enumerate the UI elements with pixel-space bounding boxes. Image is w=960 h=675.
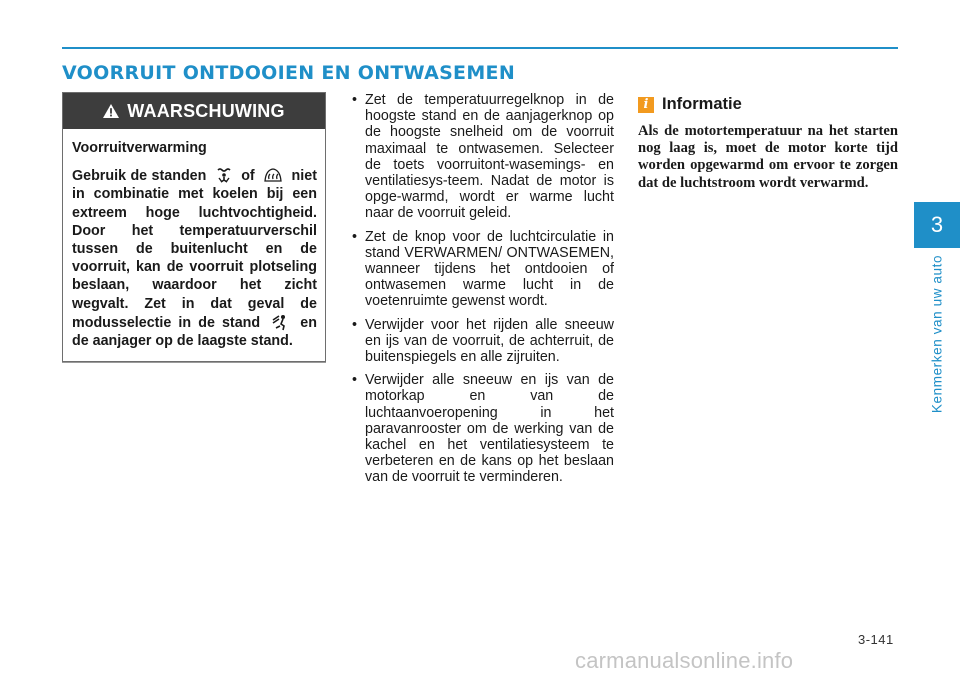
list-item-text: Zet de temperatuurregelknop in de hoogste stand en de aanjagerknop op de hoogste snelheid om de voorruit maximaal te ontwasemen. Selecteer de toets voorruitont-wasemings- en ventilatiesys-teem. Nadat de motor is opge-warmd, wordt er warme lucht naar de voorruit geleid. bbox=[365, 92, 614, 222]
warning-text bbox=[72, 166, 317, 350]
bullet-dot: • bbox=[352, 92, 358, 108]
bullet-dot: • bbox=[352, 316, 358, 333]
warning-body bbox=[63, 129, 325, 350]
face-floor-mode-icon bbox=[271, 313, 289, 331]
list-item-text: Verwijder voor het rijden alle sneeuw en ijs van de voorruit, de achterruit, de buitenspiegels en alle zijruiten. bbox=[365, 316, 614, 366]
info-header bbox=[638, 95, 742, 114]
warning-text-part2: of bbox=[241, 168, 255, 185]
list-item bbox=[350, 317, 614, 366]
warning-triangle-icon bbox=[103, 104, 119, 118]
info-icon: i bbox=[638, 97, 654, 113]
list-item-text: Zet de knop voor de luchtcirculatie in stand VERWARMEN/ ONTWASEMEN, wanneer tijdens het ontdooien of ontwasemen warme lucht in de voetenruimte gewenst wordt. bbox=[365, 228, 614, 310]
bullet-dot: • bbox=[352, 228, 358, 245]
floor-defrost-mode-icon bbox=[215, 166, 233, 184]
warning-subtitle: Voorruitverwarming bbox=[72, 140, 207, 156]
chapter-tab[interactable]: 3 bbox=[914, 202, 960, 248]
list-item bbox=[350, 372, 614, 485]
info-text: Als de motortemperatuur na het starten nog laag is, moet de motor korte tijd worden opgewarmd om ervoor te zorgen dat de luchtstroom wordt verwarmd. bbox=[638, 123, 898, 191]
warning-header bbox=[63, 93, 325, 129]
list-item bbox=[350, 92, 614, 222]
warning-text-part3: niet in combinatie met koelen bij een extreem hoge luchtvochtigheid. Door het temperatuurverschil tussen de buitenlucht en de voorruit, kan de voorruit plotseling beslaan, waardoor het zicht wegvalt. Zet in dat geval de modusselectie in de stand bbox=[72, 168, 317, 331]
top-rule bbox=[62, 47, 898, 49]
bullet-dot: • bbox=[352, 372, 358, 389]
defrost-mode-icon bbox=[263, 166, 283, 184]
info-title: Informatie bbox=[662, 95, 742, 113]
warning-box bbox=[62, 92, 326, 362]
list-item bbox=[350, 229, 614, 310]
watermark: carmanualsonline.info bbox=[575, 648, 794, 673]
warning-text-part1: Gebruik de standen bbox=[72, 168, 207, 185]
warning-bottom-rule bbox=[62, 362, 326, 363]
page-number: 3-141 bbox=[858, 632, 894, 647]
instruction-list bbox=[350, 92, 614, 493]
section-title: VOORRUIT ONTDOOIEN EN ONTWASEMEN bbox=[62, 62, 516, 84]
list-item-text: Verwijder alle sneeuw en ijs van de motorkap en van de luchtaanvoeropening in het paravanrooster om de werking van de kachel en het ventilatiesysteem te verbeteren en de kans op het beslaan van de voorruit te verminderen. bbox=[365, 372, 614, 486]
warning-label: WAARSCHUWING bbox=[127, 100, 285, 121]
chapter-label: Kenmerken van uw auto bbox=[929, 254, 945, 414]
warning-text-part4: en de aanjager op de laagste stand. bbox=[72, 314, 317, 350]
